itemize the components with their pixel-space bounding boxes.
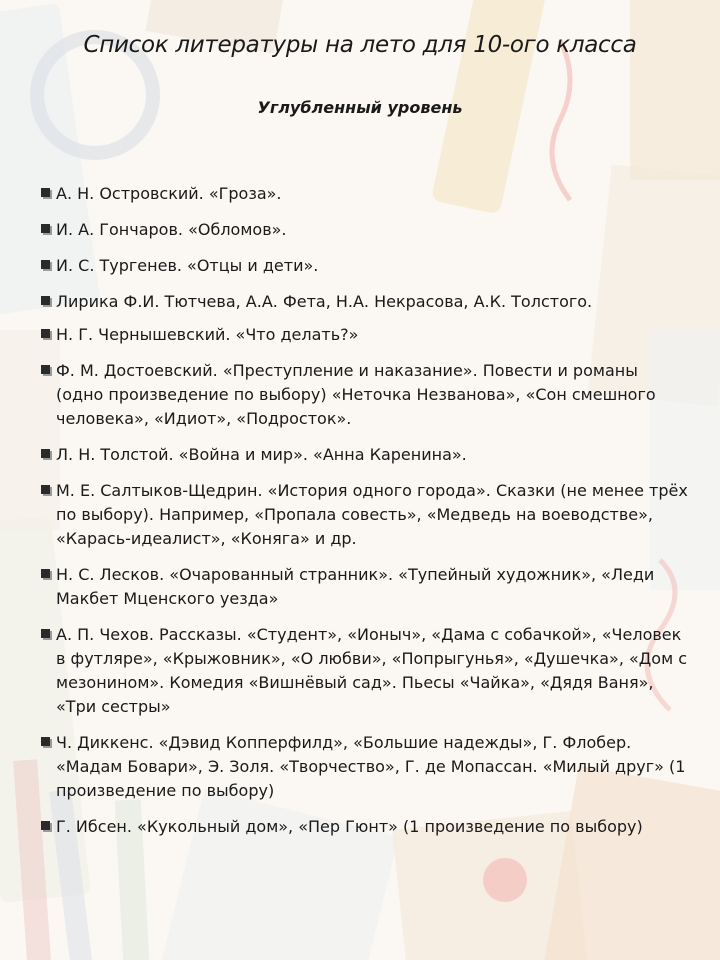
checkbox-bullet-icon [41, 821, 50, 830]
list-item: Н. С. Лесков. «Очарованный странник». «Тупейный художник», «Леди Макбет Мценского уезда» [40, 563, 690, 611]
page-title: Список литературы на лето для 10-ого класса [83, 32, 637, 58]
list-item: Лирика Ф.И. Тютчева, А.А. Фета, Н.А. Некрасова, А.К. Толстого. [40, 290, 690, 314]
checkbox-bullet-icon [41, 188, 50, 197]
list-item: М. Е. Салтыков-Щедрин. «История одного города». Сказки (не менее трёх по выбору). Например, «Пропала совесть», «Медведь на воеводстве», «Карась-идеалист», «Коняга» и др. [40, 479, 690, 551]
list-item: Ч. Диккенс. «Дэвид Копперфилд», «Большие надежды», Г. Флобер. «Мадам Бовари», Э. Золя. «Творчество», Г. де Мопассан. «Милый друг» (1 произведение по выбору) [40, 731, 690, 803]
list-item: И. С. Тургенев. «Отцы и дети». [40, 254, 690, 278]
list-item: Л. Н. Толстой. «Война и мир». «Анна Каренина». [40, 443, 690, 467]
checkbox-bullet-icon [41, 485, 50, 494]
checkbox-bullet-icon [41, 449, 50, 458]
list-item: И. А. Гончаров. «Обломов». [40, 218, 690, 242]
reading-list [40, 182, 690, 839]
list-item: А. П. Чехов. Рассказы. «Студент», «Ионыч», «Дама с собачкой», «Человек в футляре», «Крыжовник», «О любви», «Попрыгунья», «Душечка», «Дом с мезонином». Комедия «Вишнёвый сад». Пьесы «Чайка», «Дядя Ваня», «Три сестры» [40, 623, 690, 719]
list-item: Г. Ибсен. «Кукольный дом», «Пер Гюнт» (1 произведение по выбору) [40, 815, 690, 839]
page-subtitle: Углубленный уровень [257, 98, 463, 117]
list-item: А. Н. Островский. «Гроза». [40, 182, 690, 206]
checkbox-bullet-icon [41, 569, 50, 578]
checkbox-bullet-icon [41, 737, 50, 746]
checkbox-bullet-icon [41, 224, 50, 233]
checkbox-bullet-icon [41, 296, 50, 305]
checkbox-bullet-icon [41, 365, 50, 374]
list-item: Ф. М. Достоевский. «Преступление и наказание». Повести и романы (одно произведение по выбору) «Неточка Незванова», «Сон смешного человека», «Идиот», «Подросток». [40, 359, 690, 431]
list-item: Н. Г. Чернышевский. «Что делать?» [40, 323, 690, 347]
checkbox-bullet-icon [41, 260, 50, 269]
checkbox-bullet-icon [41, 329, 50, 338]
checkbox-bullet-icon [41, 629, 50, 638]
